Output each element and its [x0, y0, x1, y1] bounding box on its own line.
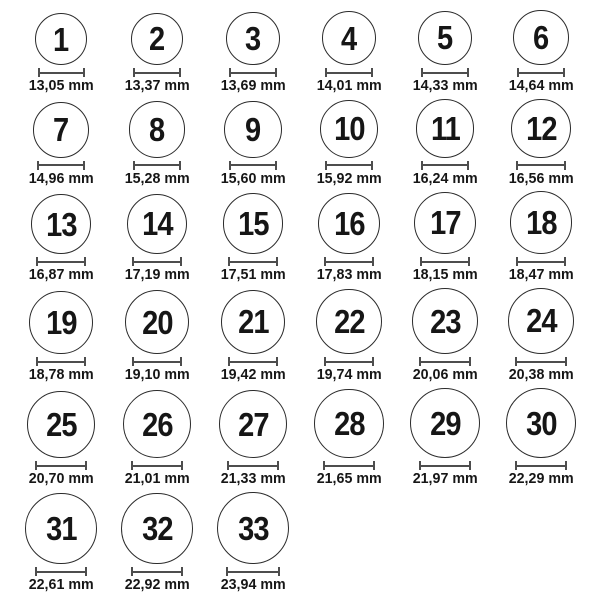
ring-size-item [109, 493, 205, 594]
diameter-ruler [516, 257, 566, 266]
diameter-ruler [517, 68, 565, 77]
diameter-ruler [421, 68, 469, 77]
ring-size-item [109, 194, 205, 284]
ring-size-number: 1 [53, 20, 69, 58]
ring-circle [416, 99, 474, 157]
ring-size-item [205, 290, 301, 384]
ring-circle [33, 102, 89, 158]
diameter-label: 22,29 mm [508, 470, 574, 488]
ring-circle [508, 288, 575, 355]
ring-size-number: 24 [525, 302, 557, 340]
ring-circle [129, 101, 185, 157]
diameter-label: 22,61 mm [28, 576, 94, 594]
diameter-ruler [37, 161, 85, 170]
diameter-ruler [323, 461, 375, 470]
ring-size-item [205, 12, 301, 95]
ring-circle [511, 99, 570, 158]
diameter-label: 19,42 mm [220, 366, 286, 384]
diameter-ruler [36, 357, 86, 366]
ring-size-number: 13 [45, 205, 77, 243]
ring-size-number: 22 [333, 303, 365, 341]
diameter-ruler [325, 68, 373, 77]
diameter-ruler [419, 357, 470, 366]
ring-size-item [493, 10, 589, 95]
ring-circle [25, 493, 96, 564]
ring-size-item [397, 388, 493, 487]
ring-circle [412, 288, 478, 354]
diameter-label: 14,33 mm [412, 77, 478, 95]
diameter-label: 21,65 mm [316, 470, 382, 488]
ring-size-item [397, 288, 493, 384]
diameter-label: 16,56 mm [508, 169, 574, 187]
ring-size-number: 17 [429, 204, 461, 242]
diameter-ruler [226, 567, 279, 576]
ring-circle [35, 13, 87, 65]
ring-circle [320, 100, 378, 158]
ring-circle [322, 11, 376, 65]
ring-circle [127, 194, 187, 254]
ring-size-item [301, 100, 397, 187]
ring-size-item [205, 193, 301, 283]
ring-size-item [109, 13, 205, 95]
ring-size-number: 26 [141, 405, 173, 443]
ring-circle [224, 101, 281, 158]
ring-size-number: 12 [525, 109, 557, 147]
ring-circle [316, 289, 381, 354]
diameter-ruler [38, 68, 85, 77]
ring-size-item [301, 289, 397, 384]
diameter-ruler [324, 357, 375, 366]
ring-size-number: 5 [437, 19, 453, 57]
ring-size-row [13, 492, 600, 594]
ring-size-item [13, 391, 109, 488]
diameter-ruler [35, 461, 87, 470]
ring-size-item [109, 390, 205, 488]
ring-size-number: 18 [525, 204, 557, 242]
ring-circle [121, 493, 193, 565]
ring-size-item [301, 193, 397, 284]
ring-size-number: 14 [141, 205, 173, 243]
ring-size-item [109, 101, 205, 187]
ring-circle [27, 391, 94, 458]
ring-size-item [493, 388, 589, 488]
diameter-ruler [325, 161, 374, 170]
ring-circle [510, 191, 573, 254]
diameter-ruler [515, 357, 566, 366]
diameter-ruler [229, 68, 276, 77]
diameter-ruler [419, 461, 471, 470]
ring-size-row [13, 288, 600, 384]
ring-circle [318, 193, 380, 255]
ring-circle [223, 193, 284, 254]
ring-circle [226, 12, 279, 65]
ring-size-number: 8 [149, 110, 165, 148]
diameter-label: 19,10 mm [124, 366, 190, 384]
diameter-ruler [131, 567, 184, 576]
ring-circle [418, 11, 473, 66]
ring-circle [314, 389, 383, 458]
diameter-label: 17,51 mm [220, 266, 286, 284]
ring-size-row [13, 10, 600, 95]
ring-size-number: 20 [141, 303, 173, 341]
diameter-ruler [229, 161, 278, 170]
ring-size-number: 16 [333, 204, 365, 242]
diameter-label: 19,74 mm [316, 366, 382, 384]
ring-size-number: 31 [45, 510, 77, 548]
diameter-ruler [36, 257, 85, 266]
ring-size-number: 27 [237, 405, 269, 443]
ring-circle [131, 13, 184, 66]
ring-size-item [205, 492, 301, 594]
ring-circle [513, 10, 568, 65]
ring-size-number: 21 [237, 303, 269, 341]
ring-size-item [205, 101, 301, 188]
diameter-label: 20,06 mm [412, 366, 478, 384]
diameter-ruler [132, 357, 183, 366]
diameter-label: 23,94 mm [220, 576, 286, 594]
diameter-ruler [228, 257, 278, 266]
diameter-label: 21,97 mm [412, 470, 478, 488]
diameter-label: 15,28 mm [124, 169, 190, 187]
ring-size-number: 28 [333, 405, 365, 443]
ring-circle [506, 388, 577, 459]
diameter-label: 18,15 mm [412, 266, 478, 284]
diameter-label: 21,01 mm [124, 470, 190, 488]
ring-size-number: 9 [245, 110, 261, 148]
diameter-ruler [133, 161, 181, 170]
ring-size-number: 32 [141, 509, 173, 547]
ring-circle [414, 192, 476, 254]
diameter-ruler [228, 357, 279, 366]
ring-size-item [493, 99, 589, 188]
diameter-label: 14,96 mm [28, 169, 94, 187]
diameter-ruler [35, 567, 88, 576]
diameter-label: 13,37 mm [124, 77, 190, 95]
diameter-label: 16,87 mm [28, 266, 94, 284]
diameter-label: 15,60 mm [220, 169, 286, 187]
diameter-label: 18,78 mm [28, 366, 94, 384]
ring-circle [221, 290, 286, 355]
ring-size-row [13, 191, 600, 283]
ring-size-item [493, 191, 589, 283]
ring-circle [31, 194, 91, 254]
ring-size-item [301, 11, 397, 94]
ring-size-number: 19 [45, 304, 77, 342]
ring-size-item [493, 288, 589, 384]
ring-circle [123, 390, 191, 458]
diameter-label: 17,83 mm [316, 266, 382, 284]
diameter-ruler [133, 68, 180, 77]
diameter-label: 16,24 mm [412, 169, 478, 187]
ring-size-number: 6 [533, 19, 549, 57]
ring-circle [29, 291, 93, 355]
ring-size-number: 30 [525, 404, 557, 442]
ring-size-item [397, 99, 493, 187]
ring-size-item [13, 493, 109, 594]
ring-size-item [301, 389, 397, 488]
ring-size-item [109, 290, 205, 384]
ring-size-number: 33 [237, 509, 269, 547]
ring-size-item [13, 102, 109, 187]
diameter-label: 22,92 mm [124, 576, 190, 594]
ring-size-item [13, 194, 109, 283]
diameter-ruler [420, 257, 470, 266]
ring-size-number: 4 [341, 19, 357, 57]
diameter-ruler [132, 257, 181, 266]
ring-size-number: 3 [245, 20, 261, 58]
diameter-label: 13,05 mm [28, 77, 94, 95]
ring-size-number: 10 [333, 110, 365, 148]
ring-circle [219, 390, 288, 459]
ring-size-item [397, 11, 493, 95]
diameter-label: 17,19 mm [124, 266, 190, 284]
diameter-ruler [324, 257, 374, 266]
ring-size-number: 23 [429, 302, 461, 340]
ring-size-row [13, 99, 600, 188]
ring-size-number: 29 [429, 404, 461, 442]
ring-size-number: 25 [45, 406, 77, 444]
ring-size-row [13, 388, 600, 488]
diameter-ruler [421, 161, 470, 170]
diameter-ruler [515, 461, 568, 470]
ring-size-item [13, 13, 109, 95]
ring-size-item [13, 291, 109, 384]
ring-size-number: 15 [237, 205, 269, 243]
ring-circle [125, 290, 189, 354]
diameter-label: 14,64 mm [508, 77, 574, 95]
diameter-label: 15,92 mm [316, 169, 382, 187]
diameter-label: 20,38 mm [508, 366, 574, 384]
diameter-ruler [516, 161, 565, 170]
ring-size-number: 7 [53, 111, 69, 149]
ring-circle [217, 492, 289, 564]
ring-circle [410, 388, 480, 458]
diameter-label: 13,69 mm [220, 77, 286, 95]
diameter-ruler [131, 461, 183, 470]
ring-size-number: 11 [430, 110, 460, 148]
diameter-ruler [227, 461, 279, 470]
ring-size-item [205, 390, 301, 488]
diameter-label: 18,47 mm [508, 266, 574, 284]
diameter-label: 20,70 mm [28, 470, 94, 488]
ring-size-number: 2 [149, 20, 165, 58]
diameter-label: 21,33 mm [220, 470, 286, 488]
diameter-label: 14,01 mm [316, 77, 382, 95]
ring-size-item [397, 192, 493, 284]
